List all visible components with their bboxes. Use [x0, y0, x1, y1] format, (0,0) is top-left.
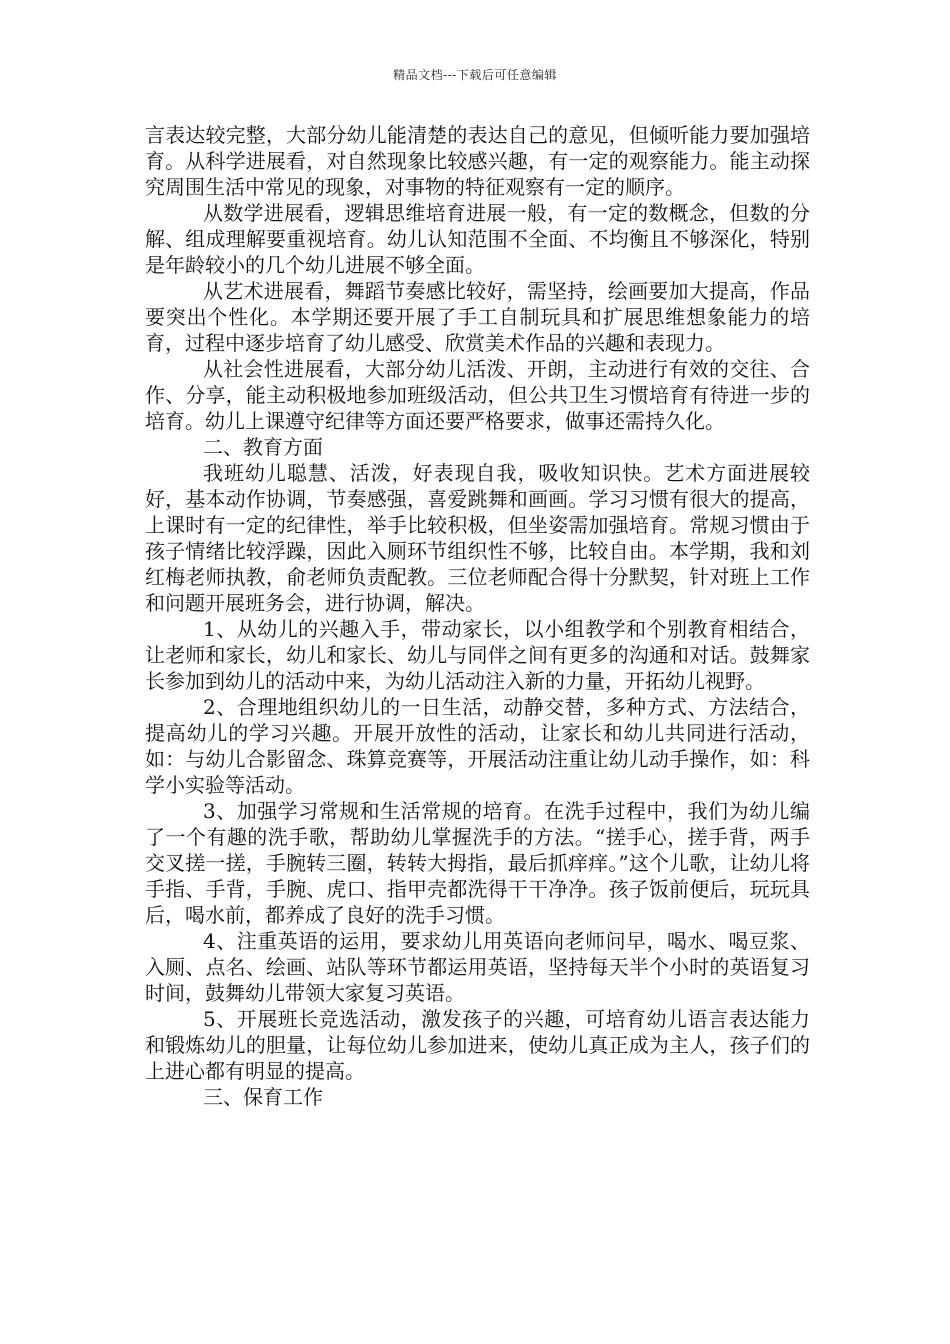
page-header: 精品文档---下载后可任意编辑	[393, 68, 557, 82]
paragraph-social: 从社会性进展看，大部分幼儿活泼、开朗，主动进行有效的交往、合作、分享，能主动积极地参加班级活动，但公共卫生习惯培育有待进一步的培育。幼儿上课遵守纪律等方面还要严格要求，做事还需持久化。	[145, 357, 810, 433]
list-item-1: 1、从幼儿的兴趣入手，带动家长，以小组教学和个别教育相结合，让老师和家长，幼儿和家长、幼儿与同伴之间有更多的沟通和对话。鼓舞家长参加到幼儿的活动中来，为幼儿活动注入新的力量，开拓幼儿视野。	[145, 617, 810, 693]
paragraph-education-overview: 我班幼儿聪慧、活泼，好表现自我，吸收知识快。艺术方面进展较好，基本动作协调，节奏感强，喜爱跳舞和画画。学习习惯有很大的提高，上课时有一定的纪律性，举手比较积极，但坐姿需加强培育。常规习惯由于孩子情绪比较浮躁，因此入厕环节组织性不够，比较自由。本学期，我和刘红梅老师执教，俞老师负责配教。三位老师配合得十分默契，针对班上工作和问题开展班务会，进行协调，解决。	[145, 461, 810, 615]
document-body	[145, 122, 810, 1110]
list-item-4: 4、注重英语的运用，要求幼儿用英语向老师问早，喝水、喝豆浆、入厕、点名、绘画、站队等环节都运用英语，坚持每天半个小时的英语复习时间，鼓舞幼儿带领大家复习英语。	[145, 929, 810, 1005]
paragraph-continuation: 言表达较完整，大部分幼儿能清楚的表达自己的意见，但倾听能力要加强培育。从科学进展看，对自然现象比较感兴趣，有一定的观察能力。能主动探究周围生活中常见的现象，对事物的特征观察有一定的顺序。	[145, 123, 810, 199]
section-heading-education: 二、教育方面	[203, 435, 323, 459]
paragraph-art: 从艺术进展看，舞蹈节奏感比较好，需坚持，绘画要加大提高，作品要突出个性化。本学期还要开展了手工自制玩具和扩展思维想象能力的培育，过程中逐步培育了幼儿感受、欣赏美术作品的兴趣和表现力。	[145, 279, 810, 355]
list-item-2: 2、合理地组织幼儿的一日生活，动静交替，多种方式、方法结合，提高幼儿的学习兴趣。开展开放性的活动，让家长和幼儿共同进行活动，如：与幼儿合影留念、珠算竞赛等，开展活动注重让幼儿动手操作，如：科学小实验等活动。	[145, 695, 810, 797]
paragraph-math: 从数学进展看，逻辑思维培育进展一般，有一定的数概念，但数的分解、组成理解要重视培育。幼儿认知范围不全面、不均衡且不够深化，特别是年龄较小的几个幼儿进展不够全面。	[145, 201, 810, 277]
section-heading-care: 三、保育工作	[203, 1085, 323, 1109]
list-item-3: 3、加强学习常规和生活常规的培育。在洗手过程中，我们为幼儿编了一个有趣的洗手歌，帮助幼儿掌握洗手的方法。“搓手心，搓手背，两手交叉搓一搓，手腕转三圈，转转大拇指，最后抓痒痒。”这个儿歌，让幼儿将手指、手背，手腕、虎口、指甲壳都洗得干干净净。孩子饭前便后，玩玩具后，喝水前，都养成了良好的洗手习惯。	[145, 799, 810, 927]
list-item-5: 5、开展班长竞选活动，激发孩子的兴趣，可培育幼儿语言表达能力和锻炼幼儿的胆量，让每位幼儿参加进来，使幼儿真正成为主人，孩子们的上进心都有明显的提高。	[145, 1007, 810, 1083]
